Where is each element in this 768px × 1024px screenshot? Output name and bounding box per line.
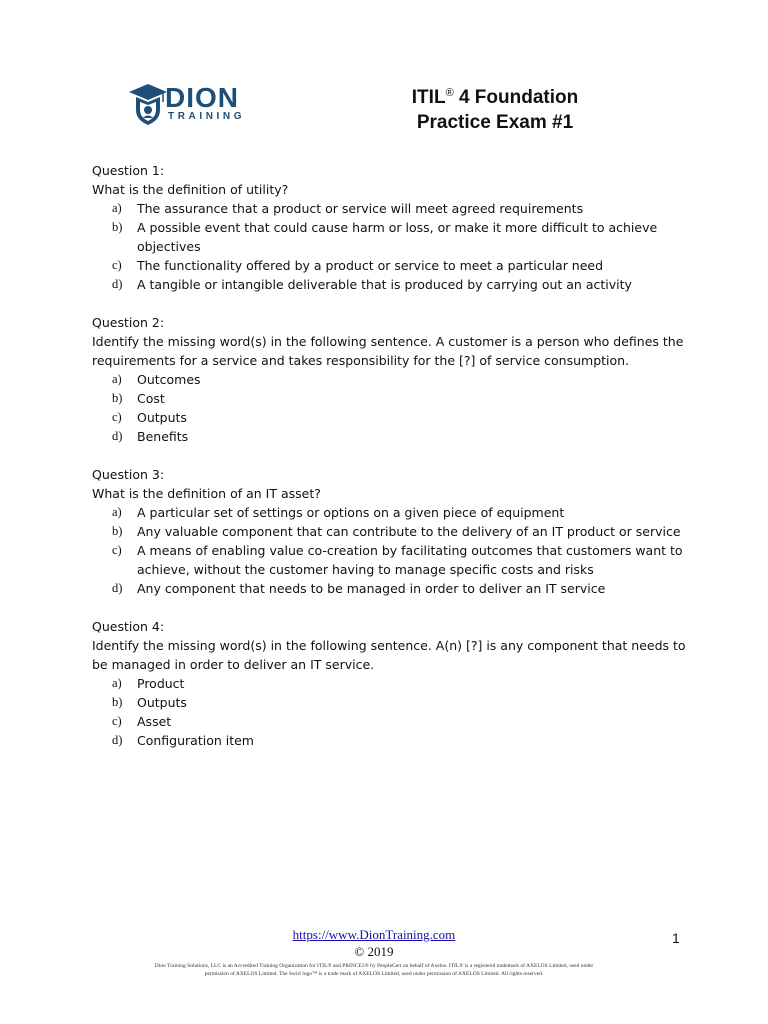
option-letter: c): [112, 543, 122, 557]
question-text: Identify the missing word(s) in the following sentence. A(n) [?] is any component that needs to be managed in order to deliver an IT service.: [92, 638, 686, 672]
document-title: [385, 81, 605, 135]
option-letter: b): [112, 220, 123, 234]
question-1: [92, 161, 692, 294]
option-letter: c): [112, 714, 122, 728]
option-letter: a): [112, 372, 122, 386]
option-letter: b): [112, 524, 123, 538]
option-text: Outcomes: [137, 372, 201, 387]
option-letter: b): [112, 391, 123, 405]
question-text: What is the definition of an IT asset?: [92, 486, 321, 501]
registered-mark: ®: [445, 87, 454, 99]
option-letter: c): [112, 258, 122, 272]
answer-option-b: [92, 693, 692, 712]
option-text: The functionality offered by a product or service to meet a particular need: [137, 258, 604, 273]
option-letter: d): [112, 733, 123, 747]
answer-options: [92, 199, 692, 294]
option-text: Cost: [137, 391, 165, 406]
dion-training-logo: [128, 78, 258, 128]
answer-option-b: [92, 218, 692, 256]
answer-options: [92, 370, 692, 446]
answer-option-b: [92, 522, 692, 541]
question-text: What is the definition of utility?: [92, 182, 289, 197]
option-letter: a): [112, 505, 122, 519]
title-line-1: [385, 81, 605, 110]
logo-wordmark: DION: [165, 82, 239, 113]
answer-option-c: [92, 408, 692, 427]
question-heading: Question 3:: [92, 467, 165, 482]
option-letter: d): [112, 581, 123, 595]
answer-option-d: [92, 731, 692, 750]
question-text: Identify the missing word(s) in the following sentence. A customer is a person who defines the requirements for a service and takes responsibility for the [?] of service consumption.: [92, 334, 684, 368]
graduation-cap-shield-icon: [128, 82, 168, 126]
question-2: [92, 313, 692, 446]
answer-options: [92, 674, 692, 750]
answer-option-c: [92, 712, 692, 731]
option-text: Outputs: [137, 695, 187, 710]
answer-options: [92, 503, 692, 598]
question-3: [92, 465, 692, 598]
question-list: [92, 161, 692, 769]
option-text: A particular set of settings or options on a given piece of equipment: [137, 505, 565, 520]
logo-subtitle: TRAINING: [168, 111, 246, 122]
option-letter: b): [112, 695, 123, 709]
question-heading: Question 1:: [92, 163, 165, 178]
title-line-2: Practice Exam #1: [416, 112, 574, 133]
website-link[interactable]: https://www.DionTraining.com: [292, 927, 456, 942]
option-letter: a): [112, 676, 122, 690]
option-text: Asset: [137, 714, 172, 729]
option-letter: d): [112, 429, 123, 443]
option-text: Product: [137, 676, 185, 691]
legal-line-2: permission of AXELOS Limited. The Swirl logo™ is a trade mark of AXELOS Limited, used under permission of AXELOS Limited. All rights reserved.: [204, 971, 544, 977]
legal-disclaimer: [96, 962, 652, 978]
legal-line-1: Dion Training Solutions, LLC is an Accredited Training Organization for ITIL® and PRINCE2® by PeopleCert on behalf of Axelos. ITIL® is a registered trademark of AXELOS Limited, used under: [154, 963, 594, 969]
option-text: A possible event that could cause harm or loss, or make it more difficult to achieve objectives: [137, 220, 658, 254]
option-text: Any valuable component that can contribute to the delivery of an IT product or service: [137, 524, 681, 539]
question-heading: Question 4:: [92, 619, 165, 634]
answer-option-c: [92, 256, 692, 275]
option-letter: a): [112, 201, 122, 215]
answer-option-d: [92, 579, 692, 598]
option-letter: d): [112, 277, 123, 291]
answer-option-a: [92, 503, 692, 522]
option-text: A tangible or intangible deliverable that is produced by carrying out an activity: [137, 277, 632, 292]
answer-option-d: [92, 427, 692, 446]
answer-option-a: [92, 370, 692, 389]
option-text: Configuration item: [137, 733, 254, 748]
answer-option-d: [92, 275, 692, 294]
question-4: [92, 617, 692, 750]
option-text: The assurance that a product or service will meet agreed requirements: [137, 201, 584, 216]
option-text: Any component that needs to be managed in order to deliver an IT service: [137, 581, 606, 596]
title-prefix: ITIL: [411, 87, 446, 108]
question-heading: Question 2:: [92, 315, 165, 330]
option-text: Benefits: [137, 429, 189, 444]
option-text: Outputs: [137, 410, 187, 425]
answer-option-c: [92, 541, 692, 579]
answer-option-b: [92, 389, 692, 408]
answer-option-a: [92, 674, 692, 693]
copyright-notice: © 2019: [354, 944, 394, 959]
option-text: A means of enabling value co-creation by facilitating outcomes that customers want to achieve, without the customer having to manage specific costs and risks: [137, 543, 683, 577]
option-letter: c): [112, 410, 122, 424]
page-number: 1: [672, 930, 680, 946]
answer-option-a: [92, 199, 692, 218]
title-suffix: 4 Foundation: [453, 87, 579, 108]
